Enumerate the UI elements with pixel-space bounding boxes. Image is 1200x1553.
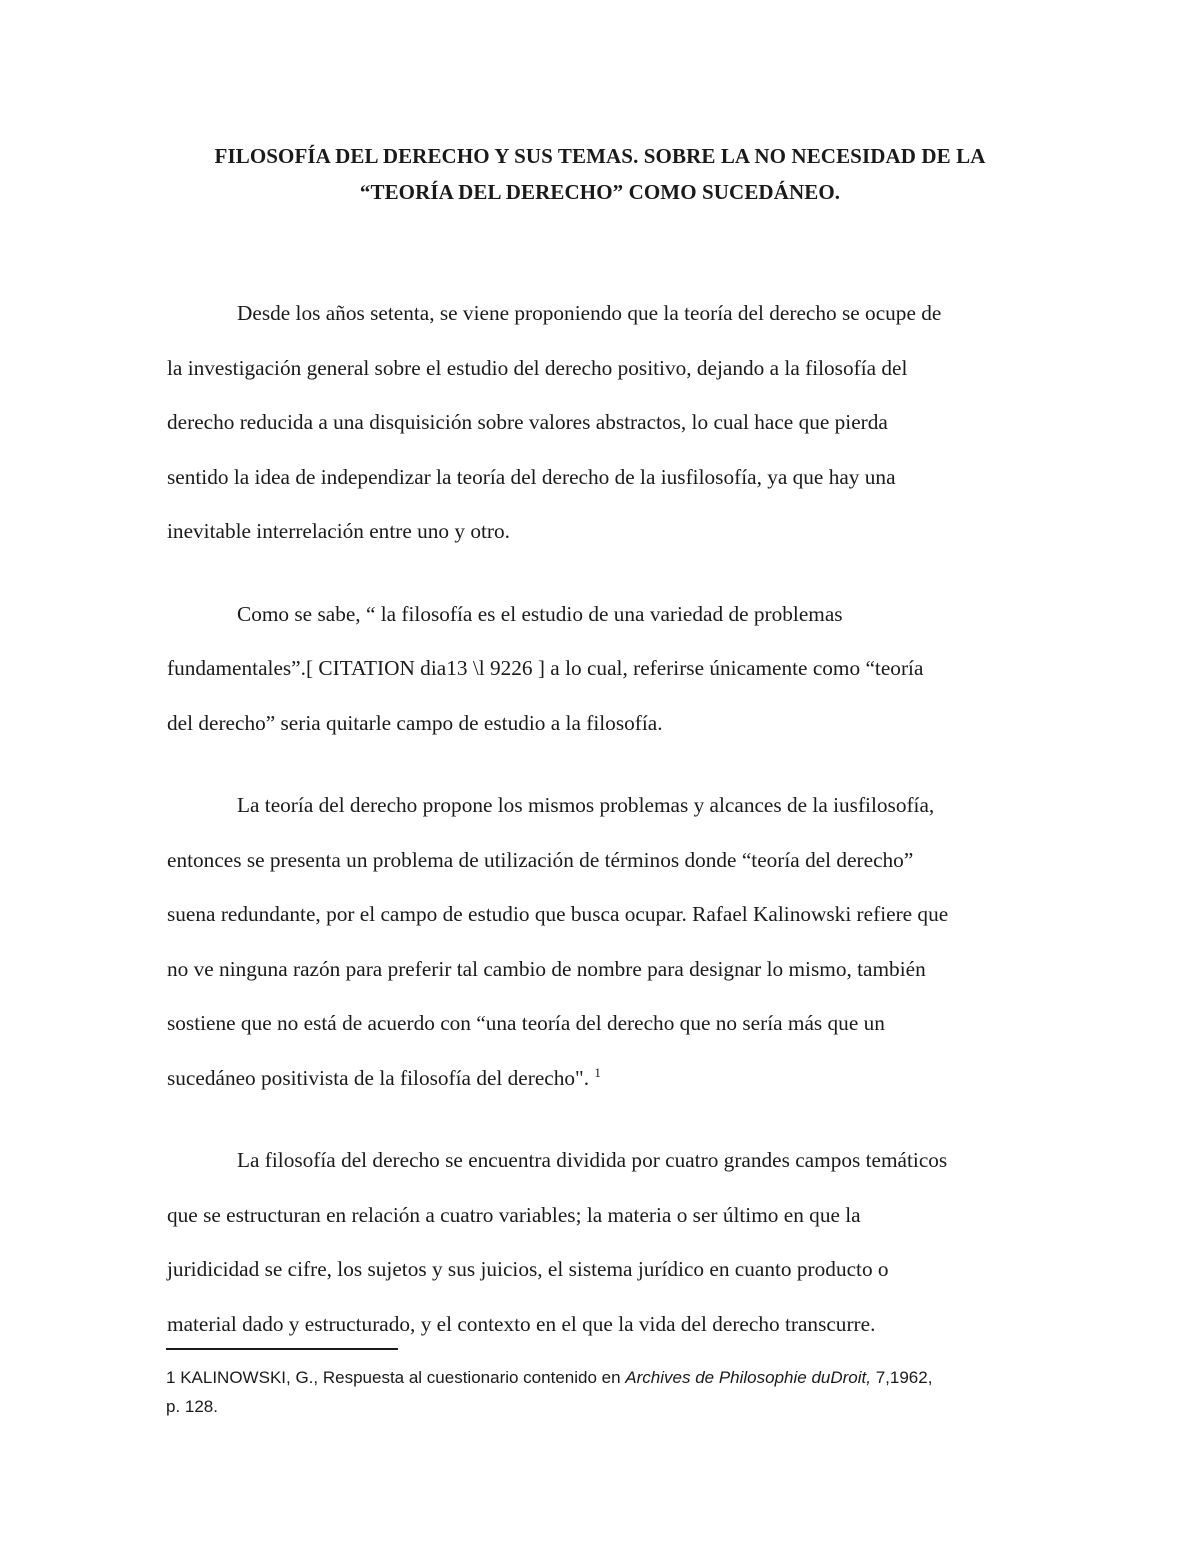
paragraph-line: Como se sabe, “ la filosofía es el estudio de una variedad de problemas	[237, 601, 843, 626]
paragraph-line: material dado y estructurado, y el contexto en el que la vida del derecho transcurre.	[167, 1311, 876, 1336]
paragraph-line: del derecho” seria quitarle campo de estudio a la filosofía.	[167, 710, 663, 735]
footnote-line-1	[166, 1363, 1046, 1392]
title-line-1: FILOSOFÍA DEL DERECHO Y SUS TEMAS. SOBRE LA NO NECESIDAD DE LA	[214, 144, 986, 168]
paragraph-line: inevitable interrelación entre uno y otro.	[167, 519, 510, 543]
paragraph-line: Desde los años setenta, se viene proponiendo que la teoría del derecho se ocupe de	[237, 301, 942, 325]
paragraph-line: sostiene que no está de acuerdo con “una teoría del derecho que no sería más que un	[167, 1011, 885, 1035]
footnote	[166, 1363, 1046, 1421]
paragraph-line: la investigación general sobre el estudio del derecho positivo, dejando a la filosofía del	[167, 355, 908, 380]
paragraph-line: La teoría del derecho propone los mismos problemas y alcances de la iusfilosofía,	[237, 793, 935, 817]
footnote-line-2: p. 128.	[166, 1397, 218, 1416]
paragraph-line: suena redundante, por el campo de estudio que busca ocupar. Rafael Kalinowski refiere que	[167, 902, 949, 926]
paragraph-line: La filosofía del derecho se encuentra dividida por cuatro grandes campos temáticos	[237, 1148, 948, 1172]
paragraph-line: que se estructuran en relación a cuatro variables; la materia o ser último en que la	[167, 1202, 861, 1227]
paragraph-line-text: sucedáneo positivista de la filosofía del derecho".	[167, 1065, 590, 1090]
footnote-italic-title: Archives de Philosophie duDroit,	[625, 1368, 871, 1387]
paragraph-4	[167, 1133, 1037, 1351]
paragraph-line: sentido la idea de independizar la teoría del derecho de la iusfilosofía, ya que hay una	[167, 464, 896, 489]
paragraph-3	[167, 778, 1037, 1105]
paragraph-line: juridicidad se cifre, los sujetos y sus juicios, el sistema jurídico en cuanto producto o	[167, 1257, 889, 1281]
title-line-2: “TEORÍA DEL DERECHO” COMO SUCEDÁNEO.	[359, 180, 841, 204]
document-title	[166, 138, 1034, 210]
footnote-reference[interactable]: 1	[594, 1064, 601, 1080]
footnote-separator	[166, 1348, 398, 1350]
paragraph-line: derecho reducida a una disquisición sobre valores abstractos, lo cual hace que pierda	[167, 410, 888, 434]
paragraph-line	[167, 1051, 1037, 1106]
paragraph-line: no ve ninguna razón para preferir tal cambio de nombre para designar lo mismo, también	[167, 956, 926, 981]
footnote-text-after: 7,1962,	[870, 1368, 933, 1387]
footnote-number: 1	[166, 1368, 176, 1387]
body-text	[167, 286, 1037, 1379]
paragraph-2	[167, 587, 1037, 751]
paragraph-1	[167, 286, 1037, 559]
paragraph-line: entonces se presenta un problema de utilización de términos donde “teoría del derecho”	[167, 847, 914, 872]
footnote-text: KALINOWSKI, G., Respuesta al cuestionario contenido en	[180, 1368, 626, 1387]
paragraph-line: fundamentales”.[ CITATION dia13 \l 9226 ] a lo cual, referirse únicamente como “teoría	[167, 656, 924, 680]
